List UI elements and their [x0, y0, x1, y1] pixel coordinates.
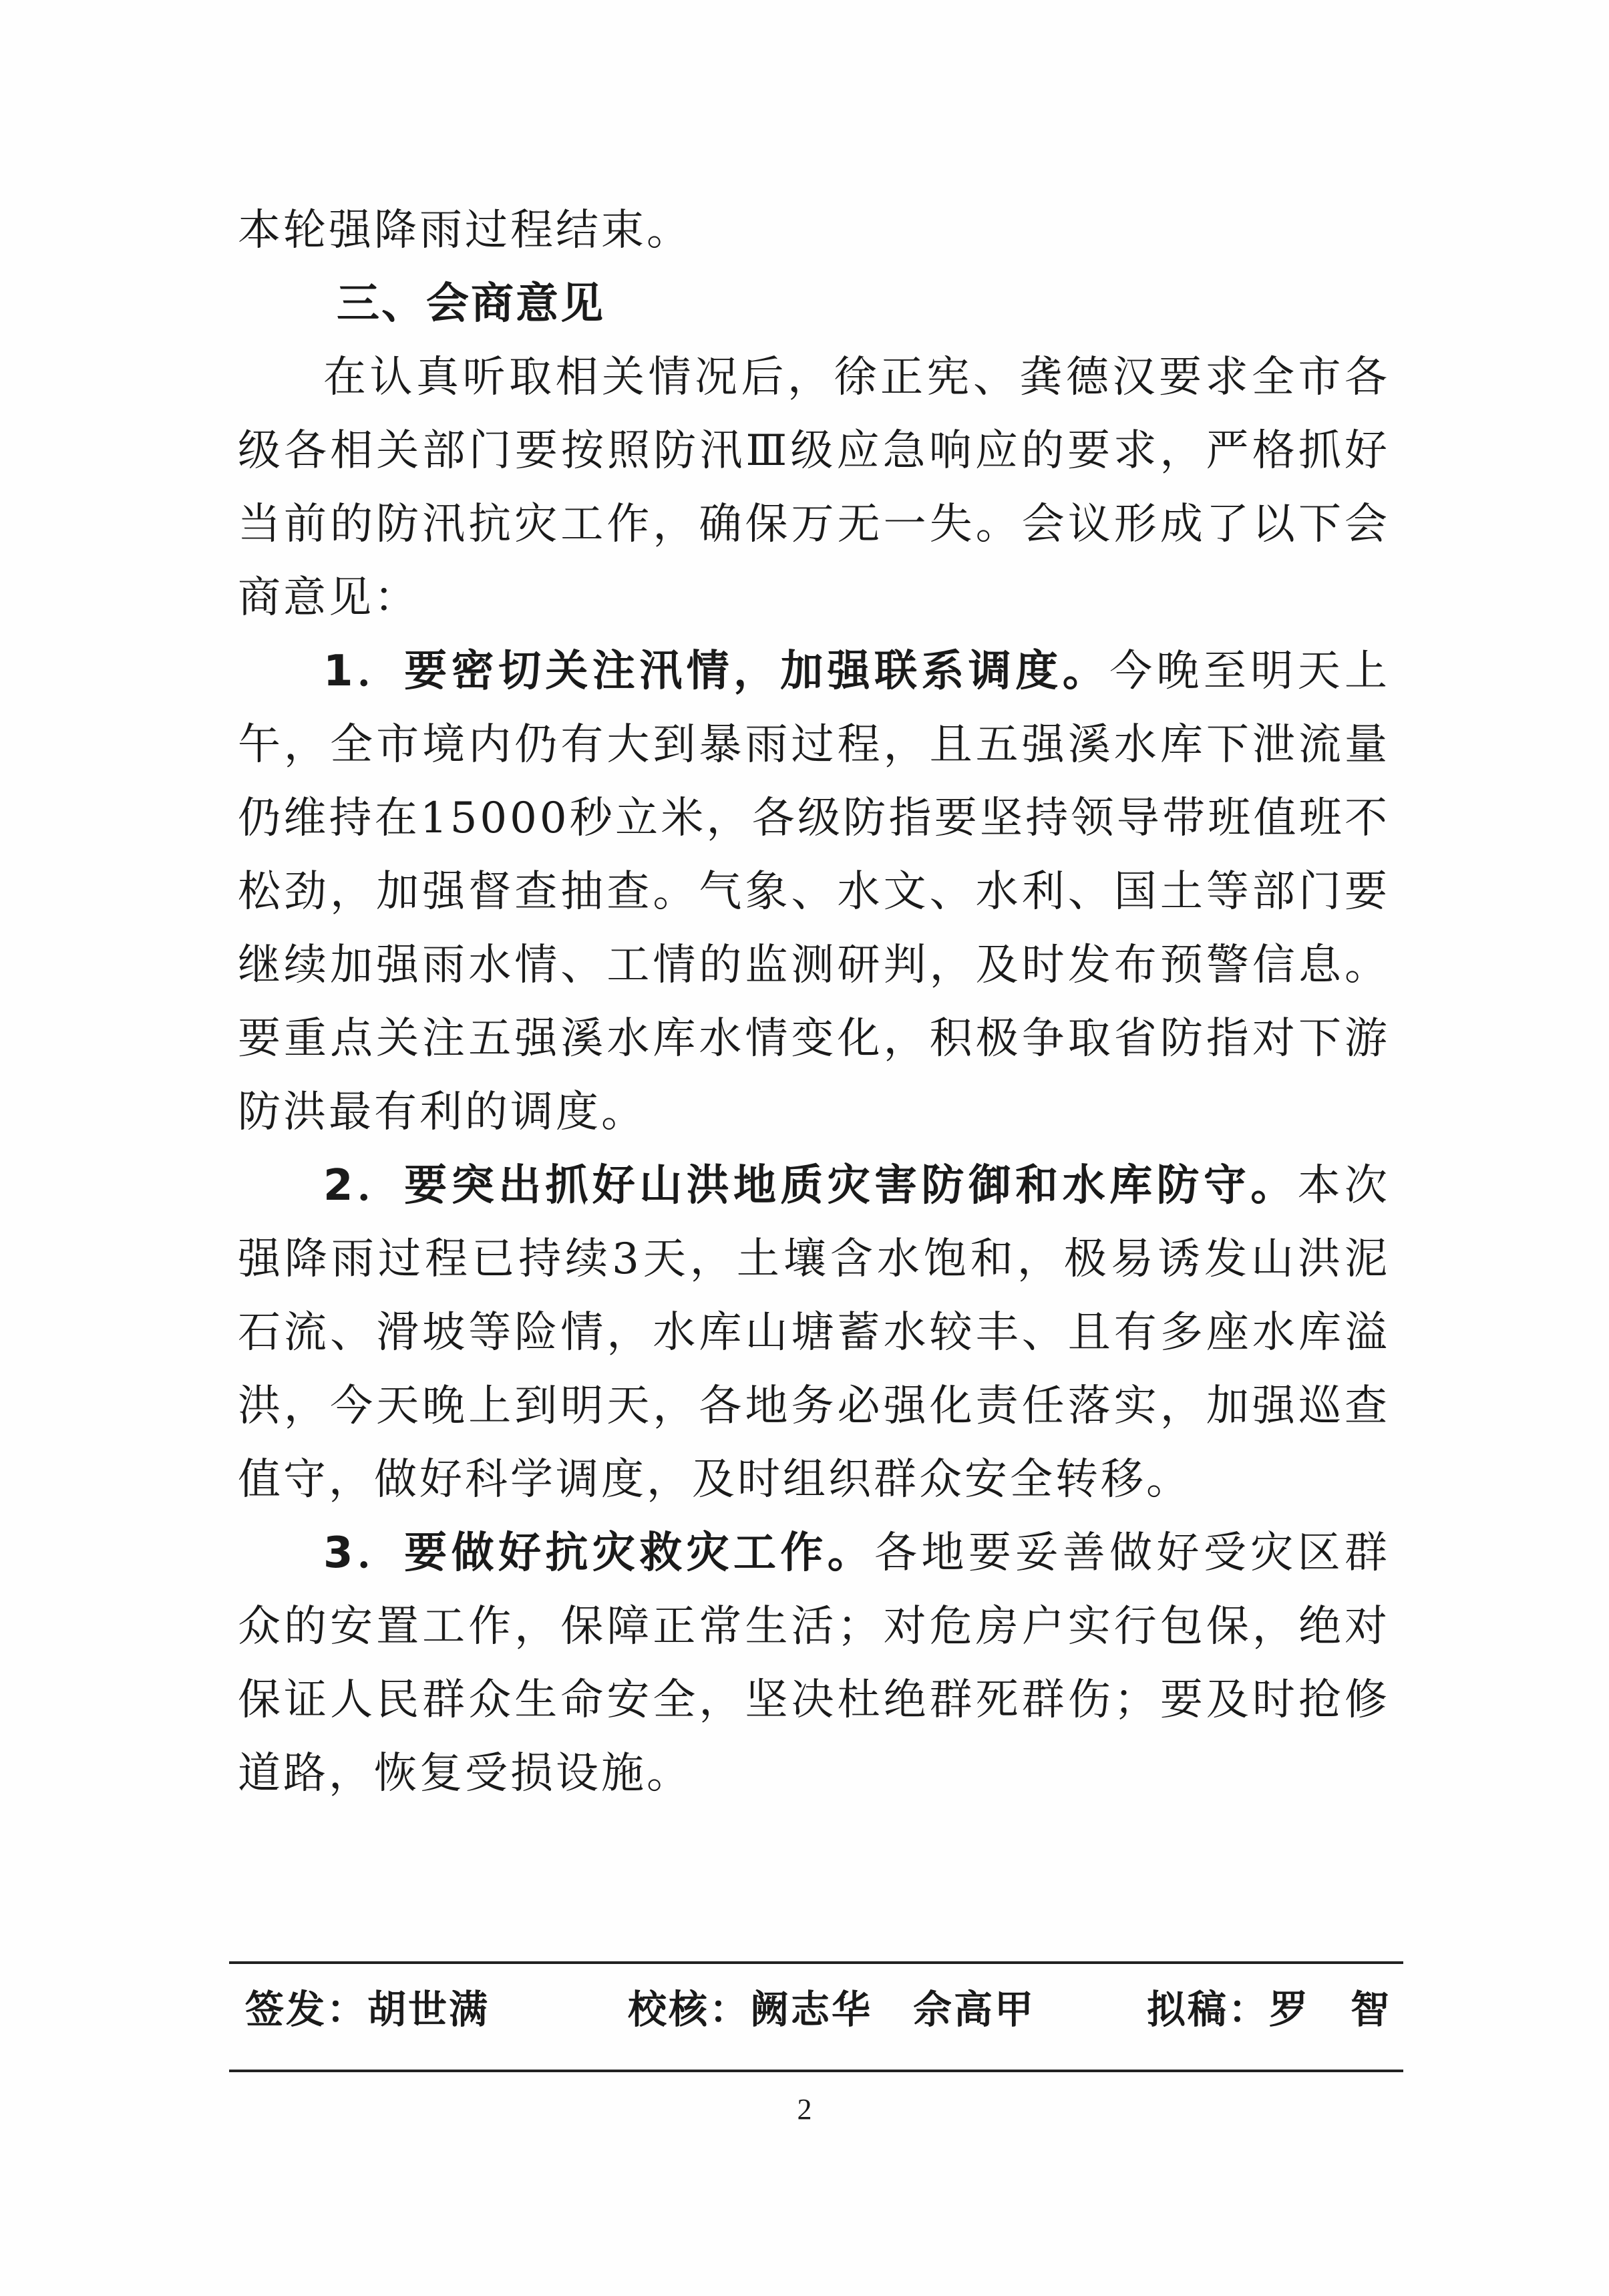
page-number: 2: [797, 2093, 812, 2126]
signoff-top-rule: [229, 1961, 1403, 1964]
signoff-drafter: 拟稿：罗 智: [1146, 1987, 1391, 2032]
opinion-item-3: [238, 1516, 1390, 1810]
opinion-item-1-body: 今晚至明天上午，全市境内仍有大到暴雨过程，且五强溪水库下泄流量仍维持在15000秒立米，各级防指要坚持领导带班值班不松劲，加强督查抽查。气象、水文、水利、国土等部门要继续加强雨水情、工情的监测研判，及时发布预警信息。要重点关注五强溪水库水情变化，积极争取省防指对下游防洪最有利的调度。: [238, 647, 1391, 1137]
section-heading: 三、会商意见: [337, 279, 605, 329]
intro-paragraph: 在认真听取相关情况后，徐正宪、龚德汉要求全市各级各相关部门要按照防汛Ⅲ级应急响应的要求，严格抓好当前的防汛抗灾工作，确保万无一失。会议形成了以下会商意见：: [238, 353, 1390, 623]
opinion-item-1-lead: 1．要密切关注汛情，加强联系调度。: [323, 647, 1110, 696]
signoff-checker: 校核：阙志华 佘高甲: [628, 1987, 1036, 2032]
opinion-item-3-lead: 3．要做好抗灾救灾工作。: [323, 1528, 875, 1578]
opinion-item-2: [238, 1149, 1390, 1516]
opinion-item-3-body: 各地要妥善做好受灾区群众的安置工作，保障正常生活；对危房户实行包保，绝对保证人民群众生命安全，坚决杜绝群死群伤；要及时抢修道路，恢复受损设施。: [238, 1528, 1391, 1798]
opinion-item-2-body: 本次强降雨过程已持续3天，土壤含水饱和，极易诱发山洪泥石流、滑坡等险情，水库山塘蓄水较丰、且有多座水库溢洪，今天晚上到明天，各地务必强化责任落实，加强巡查值守，做好科学调度，及时组织群众安全转移。: [238, 1161, 1391, 1504]
continuation-paragraph: 本轮强降雨过程结束。: [238, 206, 692, 255]
document-body: [238, 194, 1390, 1810]
opinion-item-1: [238, 635, 1390, 1149]
opinion-item-2-lead: 2．要突出抓好山洪地质灾害防御和水库防守。: [323, 1161, 1298, 1210]
signoff-issuer: 签发：胡世满: [245, 1987, 490, 2032]
signoff-bottom-rule: [229, 2070, 1403, 2072]
